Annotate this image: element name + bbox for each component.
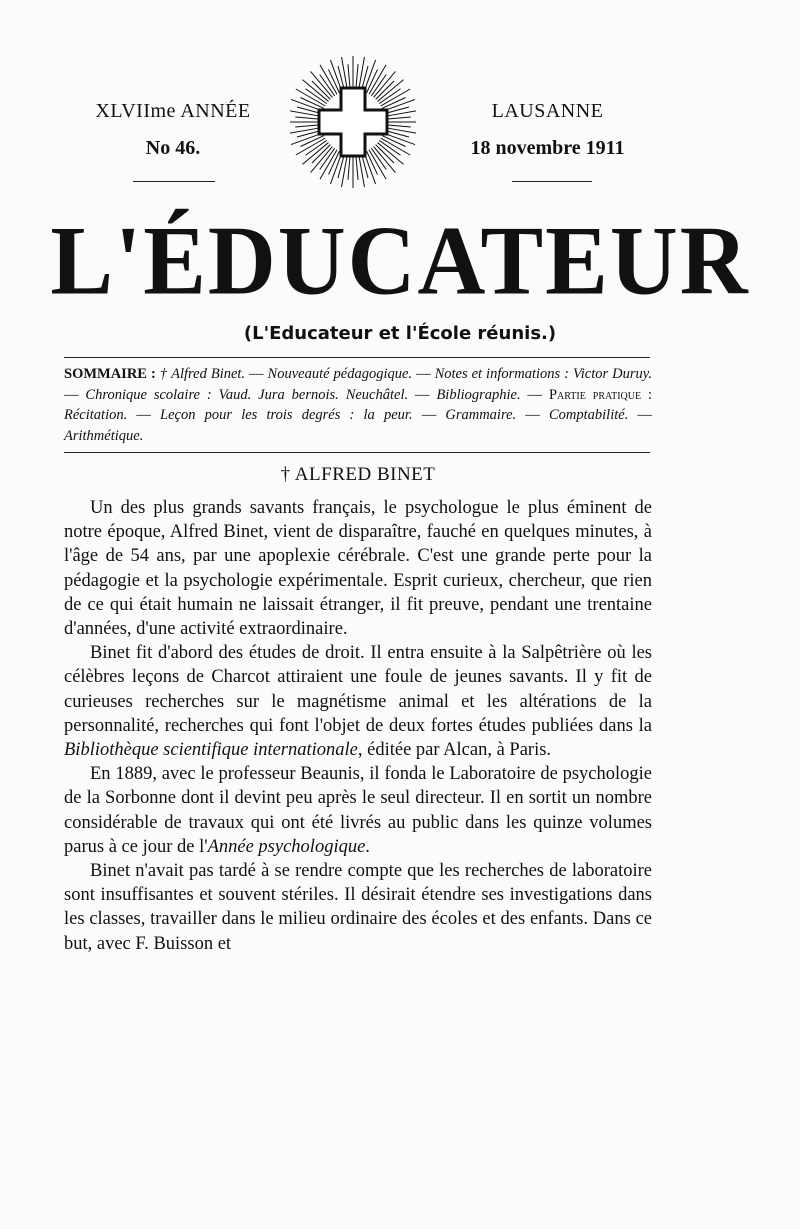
header-left	[88, 100, 258, 160]
emblem-ray	[302, 80, 328, 102]
emblem-ray	[295, 125, 321, 127]
emblem-ray	[381, 89, 410, 106]
paragraph-text: , éditée par Alcan, à Paris.	[357, 740, 552, 761]
emblem-ray	[381, 138, 410, 155]
paragraph-text: Binet fit d'abord des études de droit. Il entra ensuite à la Salpêtrière où les célèbres leçons de Charcot attiraient une foule de jeunes savants. Il y fit de curieuses recherches sur le magnétisme animal et les altérations de la personnalité, recherches qui font l'objet de deux fortes études publiées dans la	[64, 643, 652, 736]
emblem-ray	[342, 57, 348, 90]
emblem-ray	[295, 117, 321, 119]
paragraph: Binet n'avait pas tardé à se rendre compte que les recherches de laboratoire sont insuffisantes et souvent stériles. Il désirait étendre ses investigations dans les classes, travailler dans le milieu ordinaire des écoles et des enfants. Dans ce but, avec F. Buisson et	[64, 861, 652, 954]
emblem-ray	[369, 150, 386, 179]
summary-item: Bibliographie.	[436, 386, 521, 403]
emblem-ray	[385, 125, 411, 127]
article-title: † ALFRED BINET	[280, 464, 436, 485]
paragraph	[64, 641, 652, 762]
summary: SOMMAIRE : † Alfred Binet. — Nouveauté pédagogique. — Notes et informations : Victor Duruy. — Chronique scolaire : Vaud. Jura bernois. Neuchâtel. — Bibliographie. — Partie pratique : Récitation. — Leçon pour les trois degrés : la peur. — Grammaire. — Comptabilité. — Arithmétique.	[64, 366, 653, 444]
emblem-ray	[369, 65, 386, 94]
paragraph	[64, 762, 652, 859]
emblem-ray	[311, 147, 333, 173]
paragraph-text: .	[365, 836, 370, 857]
emblem-ray	[356, 64, 358, 90]
emblem-ray	[374, 71, 396, 97]
emblem-ray	[348, 64, 350, 90]
emblem-ray	[296, 138, 325, 155]
emblem-ray	[378, 143, 404, 165]
masthead-subtitle: (L'Educateur et l'École réunis.)	[243, 323, 557, 344]
summary-bottom-rule	[64, 452, 650, 453]
emblem-ray	[302, 143, 328, 165]
summary-item: Chronique scolaire : Vaud. Jura bernois. Neuchâtel.	[85, 386, 409, 403]
summary-lead: SOMMAIRE :	[64, 366, 156, 382]
emblem-ray	[385, 128, 416, 134]
city: LAUSANNE	[491, 100, 604, 122]
summary-item: Nouveauté pédagogique.	[267, 366, 413, 382]
summary-top-rule	[64, 357, 650, 358]
summary-item: † Alfred Binet.	[159, 366, 246, 382]
header-left-rule	[133, 181, 215, 182]
summary-item: Grammaire.	[445, 407, 517, 423]
article-body	[64, 496, 652, 956]
emblem-ray	[320, 65, 337, 94]
emblem-ray	[374, 147, 396, 173]
summary-item: Arithmétique.	[64, 427, 144, 444]
emblem-ray	[290, 111, 321, 117]
emblem-ray	[342, 154, 348, 187]
emblem-ray	[359, 154, 365, 187]
masthead-title: L'ÉDUCATEUR	[50, 206, 750, 316]
book-title: Bibliothèque scientifique internationale	[64, 740, 358, 761]
header-right-rule	[512, 181, 592, 182]
summary-item: Notes et informations : Victor Duruy.	[434, 366, 652, 382]
emblem-ray	[359, 57, 365, 90]
emblem-ray	[290, 128, 321, 134]
emblem-ray	[320, 150, 337, 179]
emblem-ray	[356, 154, 358, 180]
summary-item: Leçon pour les trois degrés : la peur.	[160, 407, 413, 423]
emblem-ray	[385, 117, 411, 119]
paragraph-text: En 1889, avec le professeur Beaunis, il fonda le Laboratoire de psychologie de la Sorbonne dont il devint peu après le seul directeur. Il en sortit un nombre considérable de travaux qui ont été livrés au public dans les quinze volumes parus à ce jour de l'	[64, 764, 652, 857]
journal-title: Année psychologique	[207, 836, 366, 857]
summary-item: Récitation.	[64, 407, 128, 423]
emblem-ray	[348, 154, 350, 180]
radiant-cross-icon	[290, 52, 416, 192]
header-right	[440, 100, 655, 160]
issue-date: 18 novembre 1911	[470, 137, 625, 159]
emblem-ray	[385, 111, 416, 117]
emblem-ray	[378, 80, 404, 102]
emblem-ray	[311, 71, 333, 97]
summary-item: Comptabilité.	[548, 407, 629, 423]
emblem-ray	[296, 89, 325, 106]
summary-section-label: Partie pratique :	[548, 386, 653, 403]
paragraph: Un des plus grands savants français, le psychologue le plus éminent de notre époque, Alfred Binet, vient de disparaître, fauché en quelques minutes, à l'âge de 54 ans, par une apoplexie cérébrale. C'est une grande perte pour la pédagogie et la psychologie expérimentale. Esprit curieux, chercheur, que rien de ce qui était humain ne laissait étranger, il fit preuve, pendant une trentaine d'années, d'une activité extraordinaire.	[64, 498, 652, 640]
issue-number: No 46.	[145, 137, 201, 159]
volume-year: XLVIIme ANNÉE	[95, 100, 251, 122]
